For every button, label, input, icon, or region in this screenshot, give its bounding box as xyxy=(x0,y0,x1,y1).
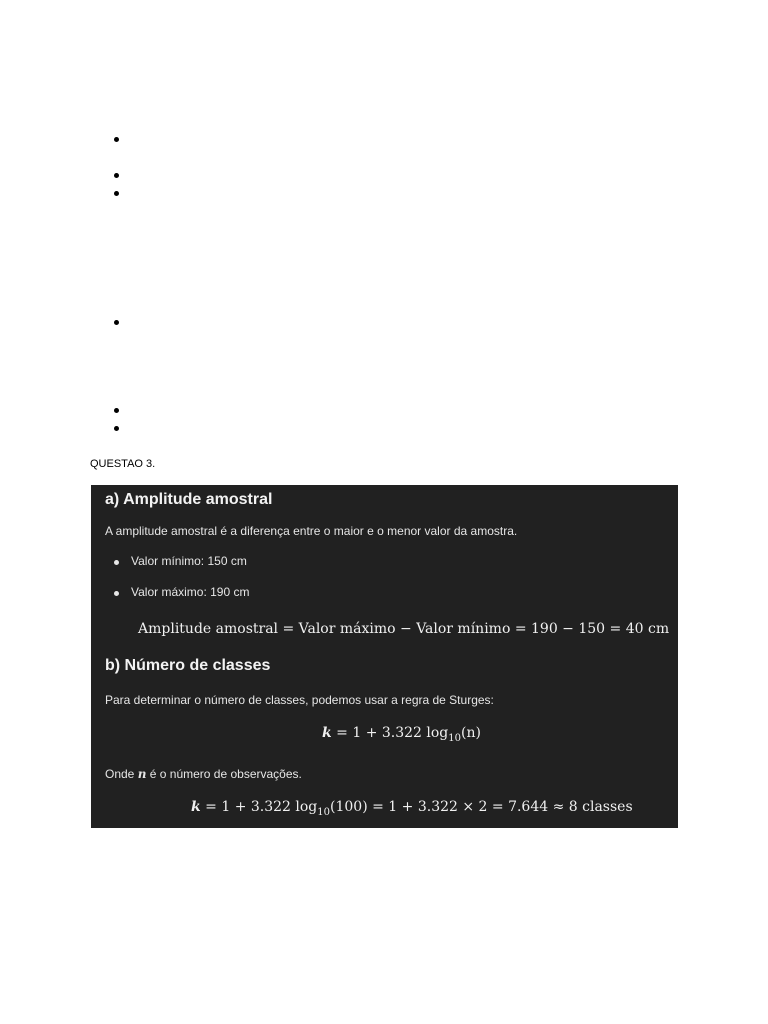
list-item-text: Valor máximo: 190 cm xyxy=(131,585,250,599)
list-bullet xyxy=(114,191,119,196)
list-bullet xyxy=(114,173,119,178)
formula-subscript: 10 xyxy=(448,732,462,744)
classes-calculation xyxy=(191,799,633,818)
list-bullet xyxy=(114,408,119,413)
amplitude-formula: Amplitude amostral = Valor máximo − Valor mínimo = 190 − 150 = 40 cm xyxy=(138,621,670,637)
note-text: Onde xyxy=(105,767,138,781)
bullet-icon xyxy=(114,591,119,596)
section-a-intro: A amplitude amostral é a diferença entre o maior e o menor valor da amostra. xyxy=(105,524,518,538)
list-item-text: Valor mínimo: 150 cm xyxy=(131,554,247,568)
section-b-title: b) Número de classes xyxy=(105,657,271,674)
observations-note xyxy=(105,767,302,781)
list-bullet xyxy=(114,320,119,325)
formula-argument: (n) xyxy=(461,725,481,741)
list-bullet xyxy=(114,137,119,142)
answer-screenshot-panel xyxy=(91,485,678,828)
list-bullet xyxy=(114,426,119,431)
section-b-intro: Para determinar o número de classes, podemos usar a regra de Sturges: xyxy=(105,693,494,707)
formula-variable: k xyxy=(191,799,201,815)
formula-text: (100) = 1 + 3.322 × 2 = 7.644 ≈ 8 classes xyxy=(330,799,633,815)
formula-text: = 1 + 3.322 log xyxy=(200,799,318,815)
note-variable: n xyxy=(137,767,147,781)
formula-text: = 1 + 3.322 log xyxy=(331,725,449,741)
formula-variable: k xyxy=(322,725,332,741)
sturges-formula xyxy=(322,725,481,744)
bullet-icon xyxy=(114,560,119,565)
note-text: é o número de observações. xyxy=(146,767,302,781)
section-a-title: a) Amplitude amostral xyxy=(105,491,273,508)
formula-subscript: 10 xyxy=(317,806,331,818)
question-heading: QUESTAO 3. xyxy=(90,458,156,470)
